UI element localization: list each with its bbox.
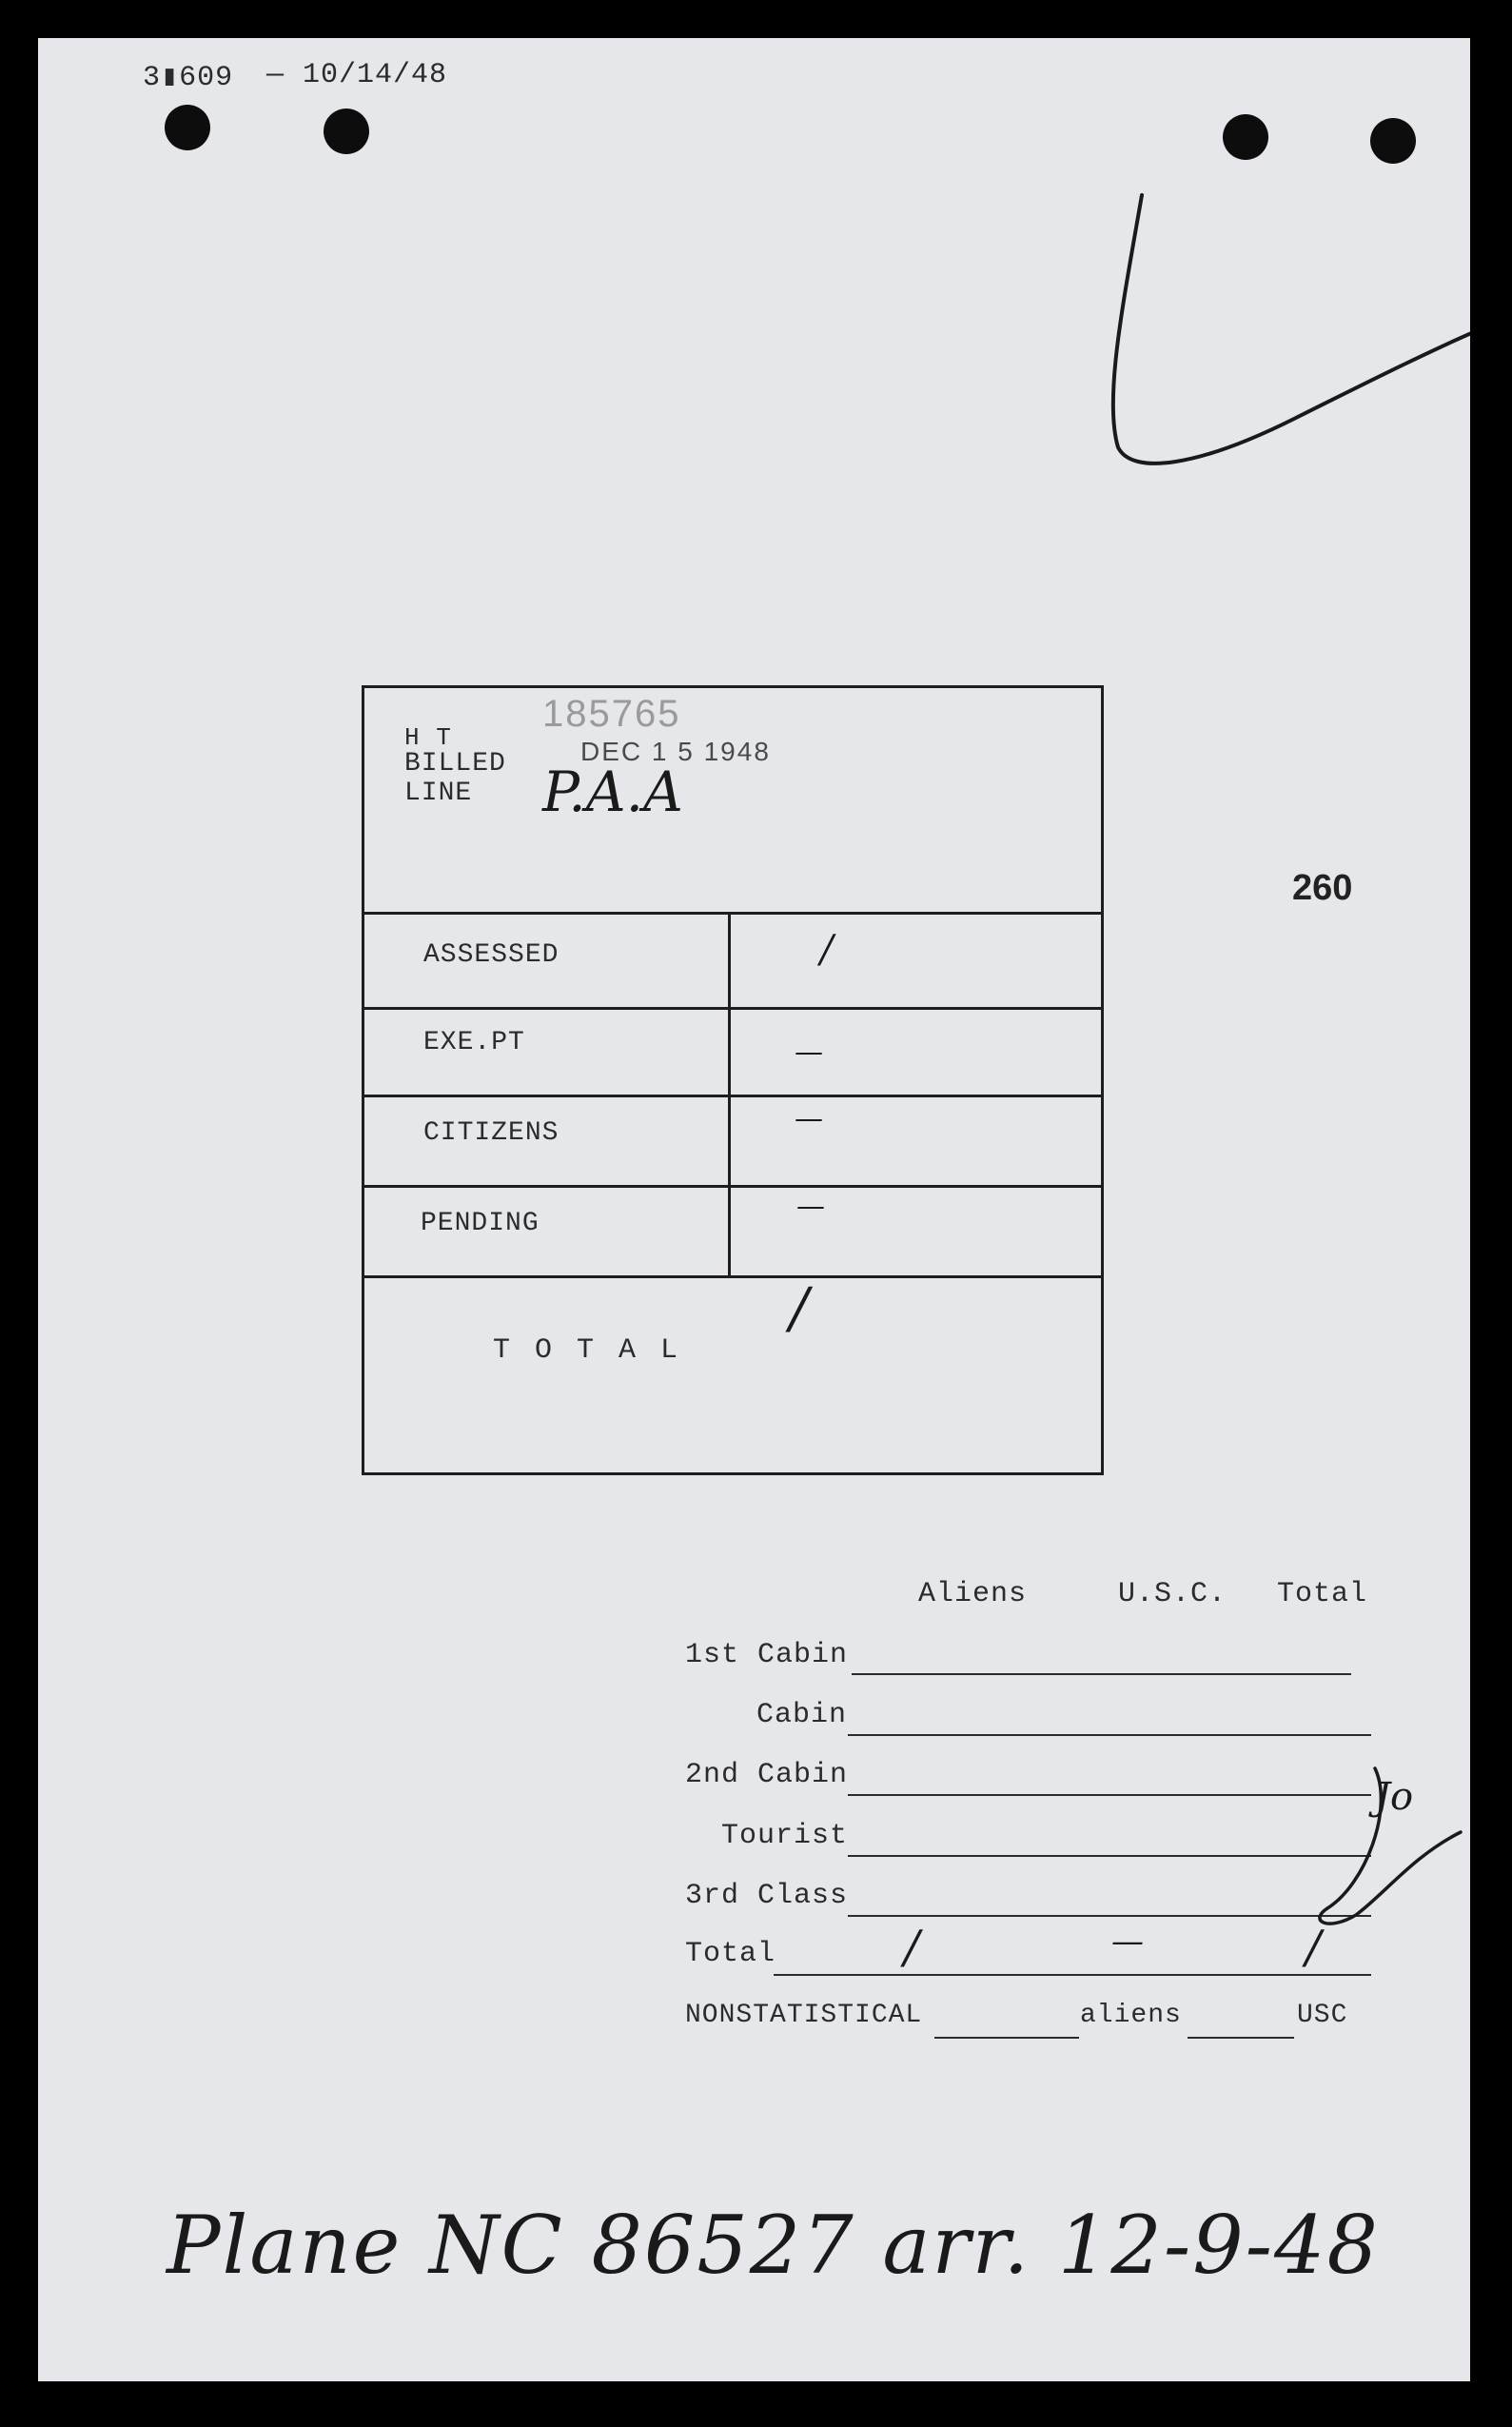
column-header-usc: U.S.C. — [1118, 1578, 1227, 1610]
line-label: LINE — [404, 779, 473, 808]
punch-hole — [1370, 118, 1416, 164]
line-value: P.A.A — [542, 760, 683, 824]
document-sheet — [38, 38, 1470, 2381]
total-value: / — [790, 1275, 809, 1340]
punch-hole — [1223, 114, 1268, 160]
ht-label: H T — [404, 723, 452, 752]
row-value-exempt: — — [795, 1036, 823, 1069]
stat-row-label: 3rd Class — [685, 1880, 849, 1912]
head-tax-form — [362, 685, 1104, 1475]
row-label-pending: PENDING — [421, 1209, 540, 1238]
nonstatistical-label: NONSTATISTICAL — [685, 2001, 923, 2030]
billed-label: BILLED — [404, 749, 506, 779]
document-number: 3▮609 — [143, 62, 234, 94]
initials: Jo — [1375, 1775, 1414, 1819]
header-date: — 10/14/48 — [266, 59, 448, 91]
punch-hole — [165, 105, 210, 150]
stat-row-label: 1st Cabin — [685, 1639, 849, 1671]
aliens-label: aliens — [1080, 2001, 1182, 2030]
punch-hole — [324, 109, 369, 154]
total-label: T O T A L — [493, 1334, 682, 1367]
page-number: 260 — [1292, 868, 1353, 908]
stat-row-label: Tourist — [721, 1820, 849, 1852]
row-label-assessed: ASSESSED — [423, 940, 560, 970]
stat-row-label: Cabin — [756, 1699, 848, 1731]
row-value-pending: — — [796, 1190, 825, 1223]
usc-label: USC — [1297, 2001, 1348, 2030]
stat-total-usc: — — [1111, 1923, 1144, 1961]
column-header-aliens: Aliens — [918, 1578, 1028, 1610]
stamp-number: 185765 — [542, 693, 681, 735]
stat-total-aliens: / — [904, 1921, 920, 1974]
footer-note: Plane NC 86527 arr. 12-9-48 — [167, 2199, 1380, 2292]
stat-total-total: / — [1306, 1921, 1322, 1974]
checkmark-icon — [1085, 190, 1470, 514]
stat-row-label: 2nd Cabin — [685, 1759, 849, 1791]
row-label-exempt: EXE.PT — [423, 1028, 525, 1057]
column-header-total: Total — [1277, 1578, 1368, 1610]
stat-total-label: Total — [685, 1938, 776, 1970]
row-value-citizens: — — [795, 1102, 823, 1135]
row-label-citizens: CITIZENS — [423, 1118, 560, 1148]
date-stamp: DEC 1 5 1948 — [580, 737, 771, 766]
row-value-assessed: / — [820, 928, 834, 972]
